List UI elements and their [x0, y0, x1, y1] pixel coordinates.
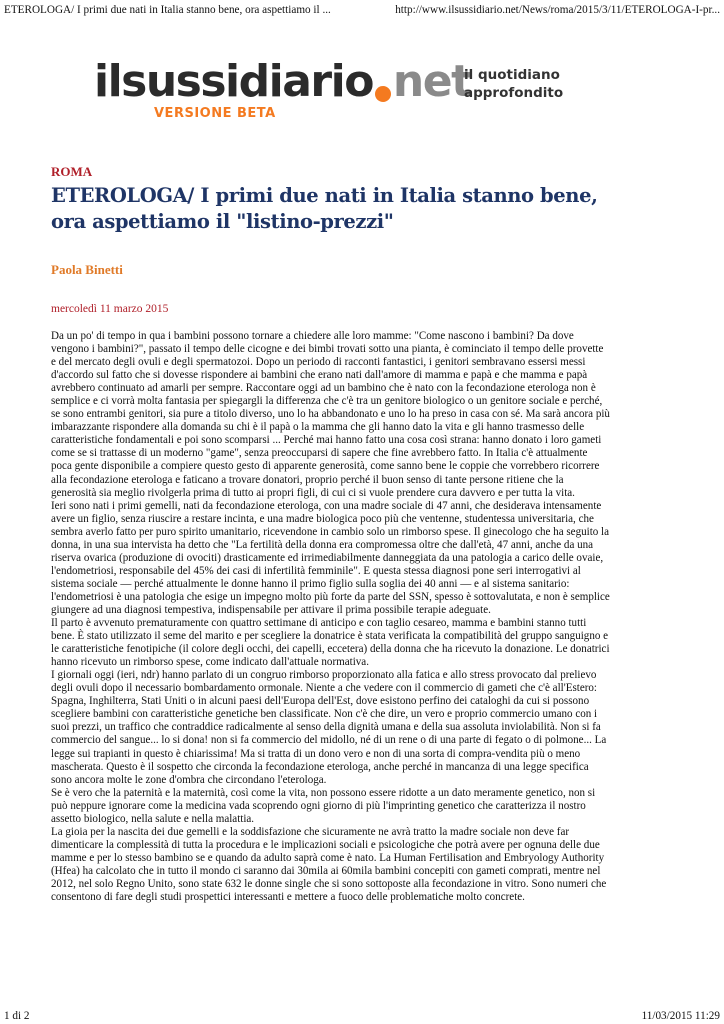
article-body	[51, 330, 611, 904]
article-paragraph: I giornali oggi (ieri, ndr) hanno parlato di un congruo rimborso proporzionato alla fatica e allo stress provocato dal prelievo degli ovuli dopo il necessario bombardamento ormonale. Niente a che vedere con il commercio di gameti che c'è all'Estero: Spagna, Inghilterra, Stati Uniti o in alcuni paesi dell'Europa dell'Est, dove esistono perfino dei cataloghi da cui si possono scegliere bambini con caratteristiche genetiche ben classificate. Non c'è che dire, un vero e proprio commercio umano con i suoi prezzi, un traffico che contraddice radicalmente al senso della dignità umana e della sua assoluta inviolabilità. Non si fa commercio del sangue... lo si dona! non si fa commercio del midollo, né di un rene o di una parte di fegato o di polmone... La legge sui trapianti in questo è chiarissima! Ma si tratta di un dono vero e non di una sorta di compra-vendita più o meno mascherata. Questo è il sospetto che circonda la fecondazione eterologa, anche perché in mancanza di una legge specifica sono ancora molte le zone d'ombra che circondano l'eterologa.	[51, 669, 607, 786]
logo-tagline-line1: il quotidiano	[464, 67, 560, 83]
print-footer	[4, 1010, 720, 1022]
logo-name-part1: ilsussidiario	[94, 56, 373, 107]
logo-dot-icon	[375, 86, 391, 102]
section-label[interactable]: ROMA	[51, 164, 93, 179]
article-paragraph: La gioia per la nascita dei due gemelli e la soddisfazione che sicuramente ne avrà tratto la madre sociale non deve far dimenticare la complessità di tutta la procedura e le implicazioni sociali e psicologiche che potrà avere per ognuna delle due mamme e per lo stesso bambino se e quando da adulto saprà come è nato. La Human Fertilisation and Embryology Authority (Hfea) ha calcolato che in tutto il mondo ci saranno dai 30mila ai 60mila bambini concepiti con gameti comprati, mentre nel 2012, nel solo Regno Unito, sono state 632 le donne single che si sono sottoposte alla fecondazione in vitro. Sono numeri che consentono di fare degli studi prospettici interessanti e mettere a fuoco delle problematiche molto concrete.	[51, 825, 607, 904]
article-author[interactable]: Paola Binetti	[51, 262, 123, 277]
page-counter: 1 di 2	[4, 1010, 30, 1022]
article-paragraph: Se è vero che la paternità e la maternità, così come la vita, non possono essere ridotte a un dato meramente genetico, non si può neppure ignorare come la medicina vada scoprendo ogni giorno di più l'imprinting genetico che caratterizza il nostro assetto biologico, nella salute e nella malattia.	[51, 786, 596, 825]
logo-tagline-line2: approfondito	[464, 85, 564, 101]
article-paragraph: Ieri sono nati i primi gemelli, nati da fecondazione eterologa, con una madre sociale di 47 anni, che desiderava intensamente avere un figlio, senza riuscire a restare incinta, e una madre biologica poco più che ventenne, studentessa universitaria, che sembra averlo fatto per puro spirito umanitario, ricevendone in cambio solo un rimborso spese. Il ginecologo che ha seguito la donna, in una sua intervista ha detto che "La fertilità della donna era compromessa oltre che dall'età, 47 anni, anche da una riserva ovarica (produzione di ovociti) drasticamente ed irrimediabilmente danneggiata da una patologia a carico delle ovaie, l'endometriosi, responsabile del 45% dei casi di infertilità femminile". E questa stessa diagnosi pone seri interrogativi al sistema sociale — perché attualmente le donne hanno il primo figlio sulla soglia dei 40 anni — e al sistema sanitario: l'endometriosi è una patologia che esige un impegno molto più forte da parte del SSN, spesso è sottovalutata, e non è semplice giungere ad una diagnosi tempestiva, indispensabile per attivare il prima possibile terapie adeguate.	[51, 499, 610, 616]
article-title: ETEROLOGA/ I primi due nati in Italia stanno bene, ora aspettiamo il "listino-prezzi"	[51, 184, 598, 233]
article-paragraph: Il parto è avvenuto prematuramente con quattro settimane di anticipo e con taglio cesareo, mamma e bambini stanno tutti bene. È stato utilizzato il seme del marito e per scegliere la donatrice è stata verificata la compatibilità del gruppo sanguigno e le caratteristiche fenotipiche (il colore degli occhi, dei capelli, eccetera) della donna che ha ricevuto la donazione. Le donatrici hanno ricevuto un rimborso spese, come indicato dall'attuale normativa.	[51, 617, 610, 669]
site-logo[interactable]	[70, 52, 580, 132]
print-datetime: 11/03/2015 11:29	[641, 1010, 720, 1022]
print-header	[4, 4, 720, 16]
logo-name-part2: net	[392, 56, 471, 107]
print-header-url: http://www.ilsussidiario.net/News/roma/2015/3/11/ETEROLOGA-I-pr...	[395, 4, 720, 16]
article-paragraph: Da un po' di tempo in qua i bambini possono tornare a chiedere alle loro mamme: "Come nascono i bambini? Da dove vengono i bambini?", passato il tempo delle cicogne e dei bimbi trovati sotto una pianta, è cominciato il tempo delle provette e del mercato degli ovuli e degli spermatozoi. Dopo un periodo di racconti fantastici, i genitori sembravano essersi messi d'accordo sul fatto che si dovesse rispondere ai bambini che erano nati dall'amore di mamma e papà e che mamma e papà avrebbero continuato ad amarli per sempre. Raccontare oggi ad un bambino che è nato con la fecondazione eterologa non è semplice e ci vorrà molta fantasia per spiegargli la differenza che c'è tra un genitore biologico o un genitore sociale e perché, se sono entrambi genitori, sia pure a titolo diverso, uno lo ha abbandonato e uno lo ha preso in casa con sé. Ma sarà ancora più imbarazzante rispondere alla domanda su chi è il papà o la mamma che gli hanno dato la vita e gli hanno trasmesso delle caratteristiche fondamentali e poi sono scomparsi ... Perché mai hanno fatto una cosa così strana: hanno donato i loro gameti come se si trattasse di un moderno "game", senza preoccuparsi di sapere che fine avrebbero fatto. In Italia c'è attualmente poca gente disponibile a compiere questo gesto di apparente generosità, come sanno bene le coppie che vorrebbero ricorrere alla fecondazione eterologa e faticano a trovare donatori, proprio perché il buon senso di tante persone ritiene che la generosità sia meglio rivolgerla prima di tutto ai propri figli, di cui ci si vuole prendere cura davvero e per tutta la vita.	[51, 330, 610, 499]
print-header-title: ETEROLOGA/ I primi due nati in Italia stanno bene, ora aspettiamo il ...	[4, 4, 331, 16]
logo-wordmark	[94, 58, 471, 106]
logo-beta-label: VERSIONE BETA	[154, 106, 276, 121]
logo-tagline	[464, 66, 563, 102]
article-date: mercoledì 11 marzo 2015	[51, 303, 169, 315]
